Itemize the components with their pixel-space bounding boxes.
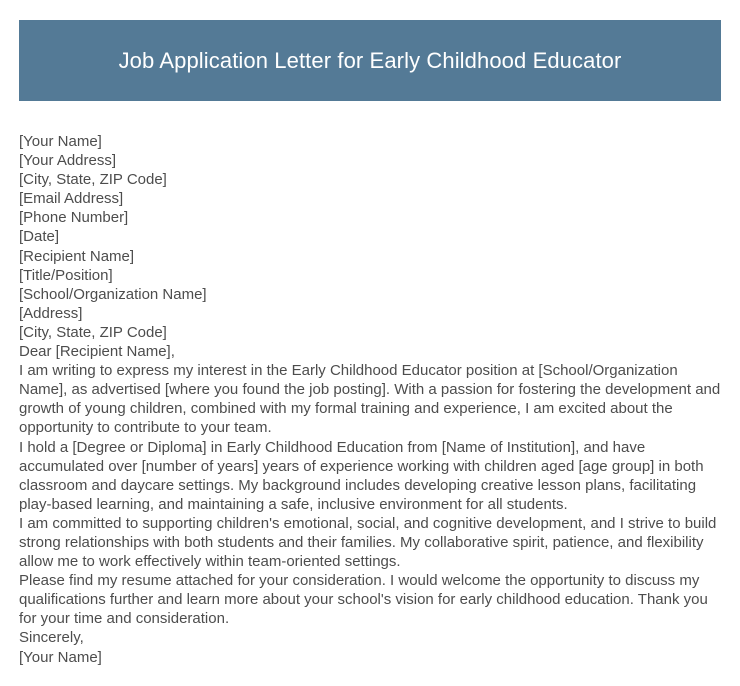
letter-line: [School/Organization Name] (19, 285, 207, 303)
letter-line: [Date] (19, 228, 60, 246)
letter-line: Please find my resume attached for your consideration. I would welcome the opportunity to discuss my qualifications further and learn more about your school's vision for early childhood education. Thank you for your time and consideration. (19, 572, 708, 628)
letter-line: Sincerely, (19, 629, 84, 647)
letter-line: I hold a [Degree or Diploma] in Early Childhood Education from [Name of Institution], and have accumulated over [number of years] years of experience working with children aged [age group] in both classroom and daycare settings. My background includes developing creative lesson plans, facilitating play-based learning, and maintaining a safe, inclusive environment for all students. (19, 438, 704, 513)
letter-line: [Address] (19, 304, 83, 322)
letter-line: I am committed to supporting children's emotional, social, and cognitive development, and I strive to build strong relationships with both students and their families. My collaborative spirit, patience, and flexibility allow me to work effectively within team-oriented settings. (19, 514, 717, 571)
letter-line: [Your Address] (19, 152, 117, 170)
letter-line: Dear [Recipient Name], (19, 343, 175, 361)
document-header-banner (19, 20, 721, 101)
letter-line: [Your Name] (19, 133, 102, 150)
letter-line: [Recipient Name] (19, 247, 135, 265)
letter-content (19, 132, 723, 667)
letter-line: [Your Name] (19, 648, 102, 666)
letter-line: I am writing to express my interest in the Early Childhood Educator position at [School/Organization Name], as advertised [where you found the job posting]. With a passion for fostering the development and growth of young children, combined with my formal training and experience, I am excited about the opportunity to contribute to your team. (19, 362, 721, 437)
letter-body (19, 132, 723, 667)
letter-line: [Title/Position] (19, 266, 113, 284)
letter-line: [Phone Number] (19, 209, 129, 227)
page-title: Job Application Letter for Early Childhood Educator (118, 47, 622, 73)
letter-line: [City, State, ZIP Code] (19, 323, 167, 341)
letter-line: [City, State, ZIP Code] (19, 171, 167, 189)
letter-line: [Email Address] (19, 190, 124, 208)
